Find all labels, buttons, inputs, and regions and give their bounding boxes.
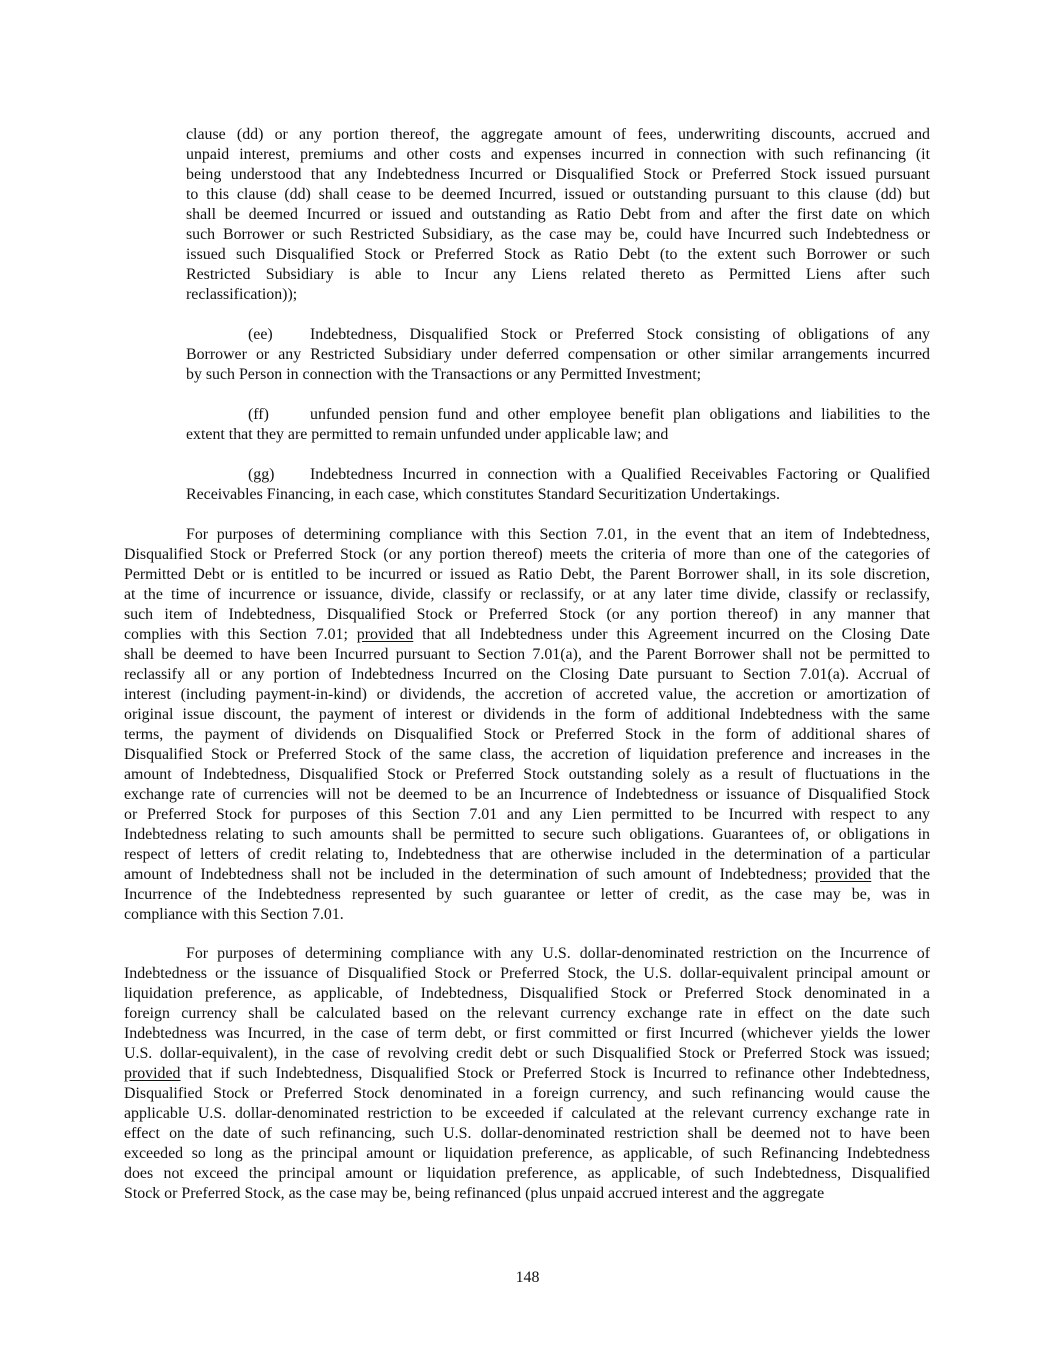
text-line: shall be deemed to have been Incurred pursuant to Section 7.01(a), and the Parent Borrower shall not be permitted to (124, 646, 930, 663)
clause-label: (ee) (248, 326, 273, 343)
first-line-text: unfunded pension fund and other employee benefit plan obligations and liabilities to the (310, 406, 930, 423)
text-line: shall be deemed Incurred or issued and outstanding as Ratio Debt from and after the first date on which (186, 206, 930, 223)
text-line: U.S. dollar-equivalent), in the case of revolving credit debt or such Disqualified Stock or Preferred Stock was issued; (124, 1045, 930, 1062)
text-line: compliance with this Section 7.01. (124, 906, 344, 923)
text-line: extent that they are permitted to remain unfunded under applicable law; and (186, 426, 669, 443)
text-line: does not exceed the principal amount or liquidation preference, as applicable, of such Indebtedness, Disqualified (124, 1165, 930, 1182)
text-line: issued such Disqualified Stock or Preferred Stock as Ratio Debt (to the extent such Borrower or such (186, 246, 930, 263)
text-line: Permitted Debt or is entitled to be incurred or issued as Ratio Debt, the Parent Borrower shall, in its sole discretion, (124, 566, 930, 583)
text-line: unpaid interest, premiums and other costs and expenses incurred in connection with such refinancing (it (186, 146, 930, 163)
clause-dd-continuation (186, 125, 930, 305)
text-line: Indebtedness was Incurred, in the case of term debt, or first committed or first Incurred (whichever yields the lower (124, 1025, 930, 1042)
paragraph-classification (124, 525, 930, 925)
text-line: clause (dd) or any portion thereof, the aggregate amount of fees, underwriting discounts, accrued and (186, 126, 930, 143)
text-line: Receivables Financing, in each case, which constitutes Standard Securitization Undertakings. (186, 486, 780, 503)
text-line: such item of Indebtedness, Disqualified Stock or Preferred Stock (or any portion thereof) in any manner that (124, 606, 930, 623)
text-line: Indebtedness or the issuance of Disqualified Stock or Preferred Stock, the U.S. dollar-equivalent principal amount or (124, 965, 930, 982)
clause-label: (ff) (248, 406, 269, 423)
first-line-text: Indebtedness Incurred in connection with a Qualified Receivables Factoring or Qualified (310, 466, 930, 483)
clause-ff (186, 405, 930, 445)
text-line: or Preferred Stock for purposes of this Section 7.01 and any Lien permitted to be Incurred with respect to any (124, 806, 930, 823)
text-line: complies with this Section 7.01; provided that all Indebtedness under this Agreement incurred on the Closing Date (124, 626, 930, 643)
text-line-first (186, 325, 930, 345)
underlined-term-provided: provided (356, 626, 414, 643)
clause-label: (gg) (248, 466, 275, 483)
text-line: Incurrence of the Indebtedness represented by such guarantee or letter of credit, as the case may be, was in (124, 886, 930, 903)
text-line: liquidation preference, as applicable, of Indebtedness, Disqualified Stock or Preferred Stock denominated in a (124, 985, 930, 1002)
text-line: Borrower or any Restricted Subsidiary under deferred compensation or other similar arrangements incurred (186, 346, 930, 363)
text-line: to this clause (dd) shall cease to be deemed Incurred, issued or outstanding pursuant to this clause (dd) but (186, 186, 930, 203)
text-line: reclassify all or any portion of Indebtedness Incurred on the Closing Date pursuant to Section 7.01(a). Accrual of (124, 666, 930, 683)
underlined-term-provided: provided (124, 1065, 181, 1082)
text-line: respect of letters of credit relating to, Indebtedness that are otherwise included in the determination of a particular (124, 846, 930, 863)
first-line-text: For purposes of determining compliance with this Section 7.01, in the event that an item of Indebtedness, (186, 526, 930, 543)
text-line: Restricted Subsidiary is able to Incur any Liens related thereto as Permitted Liens after such (186, 266, 930, 283)
first-line-text: Indebtedness, Disqualified Stock or Preferred Stock consisting of obligations of any (310, 326, 930, 343)
underlined-term-provided: provided (814, 866, 872, 883)
text-line-first (124, 525, 930, 545)
clause-gg (186, 465, 930, 505)
text-line: effect on the date of such refinancing, such U.S. dollar-denominated restriction shall be deemed not to have been (124, 1125, 930, 1142)
text-line: Disqualified Stock or Preferred Stock (or any portion thereof) meets the criteria of more than one of the categories of (124, 546, 930, 563)
text-line: original issue discount, the payment of interest or dividends in the form of additional Indebtedness with the same (124, 706, 930, 723)
text-line: amount of Indebtedness, Disqualified Stock or Preferred Stock outstanding solely as a result of fluctuations in the (124, 766, 930, 783)
text-line-first (124, 944, 930, 964)
text-line: applicable U.S. dollar-denominated restriction to be exceeded if calculated at the relevant currency exchange rate in (124, 1105, 930, 1122)
text-line: reclassification)); (186, 286, 298, 303)
text-line: being understood that any Indebtedness Incurred or Disqualified Stock or Preferred Stock issued pursuant (186, 166, 930, 183)
first-line-text: For purposes of determining compliance with any U.S. dollar-denominated restriction on the Incurrence of (186, 945, 930, 962)
text-line: such Borrower or such Restricted Subsidiary, as the case may be, could have Incurred such Indebtedness or (186, 226, 930, 243)
text-line: foreign currency shall be calculated based on the relevant currency exchange rate in effect on the date such (124, 1005, 930, 1022)
page-number: 148 (515, 1269, 540, 1286)
text-line-first (186, 465, 930, 485)
text-line: provided that if such Indebtedness, Disqualified Stock or Preferred Stock is Incurred to refinance other Indebtedness, (124, 1065, 930, 1082)
paragraph-currency-conversion (124, 944, 930, 1204)
text-line: at the time of incurrence or issuance, divide, classify or reclassify, or at any later time divide, classify or reclassify, (124, 586, 930, 603)
text-line: exchange rate of currencies will not be deemed to be an Incurrence of Indebtedness or issuance of Disqualified Stock (124, 786, 930, 803)
text-line: Indebtedness relating to such amounts shall be permitted to secure such obligations. Guarantees of, or obligations in (124, 826, 930, 843)
clause-ee (186, 325, 930, 385)
text-line: Stock or Preferred Stock, as the case may be, being refinanced (plus unpaid accrued interest and the aggregate (124, 1185, 825, 1202)
text-line: interest (including payment-in-kind) or dividends, the accretion of accreted value, the accretion or amortization of (124, 686, 930, 703)
text-line-first (186, 405, 930, 425)
text-line: amount of Indebtedness shall not be included in the determination of such amount of Indebtedness; provided that the (124, 866, 931, 883)
text-line: Disqualified Stock or Preferred Stock denominated in a foreign currency, and such refinancing would cause the (124, 1085, 930, 1102)
text-line: by such Person in connection with the Transactions or any Permitted Investment; (186, 366, 702, 383)
text-line: terms, the payment of dividends on Disqualified Stock or Preferred Stock in the form of additional shares of (124, 726, 930, 743)
text-line: Disqualified Stock or Preferred Stock of the same class, the accretion of liquidation preference and increases in the (124, 746, 930, 763)
text-line: exceeded so long as the principal amount or liquidation preference, as applicable, of such Refinancing Indebtedness (124, 1145, 930, 1162)
